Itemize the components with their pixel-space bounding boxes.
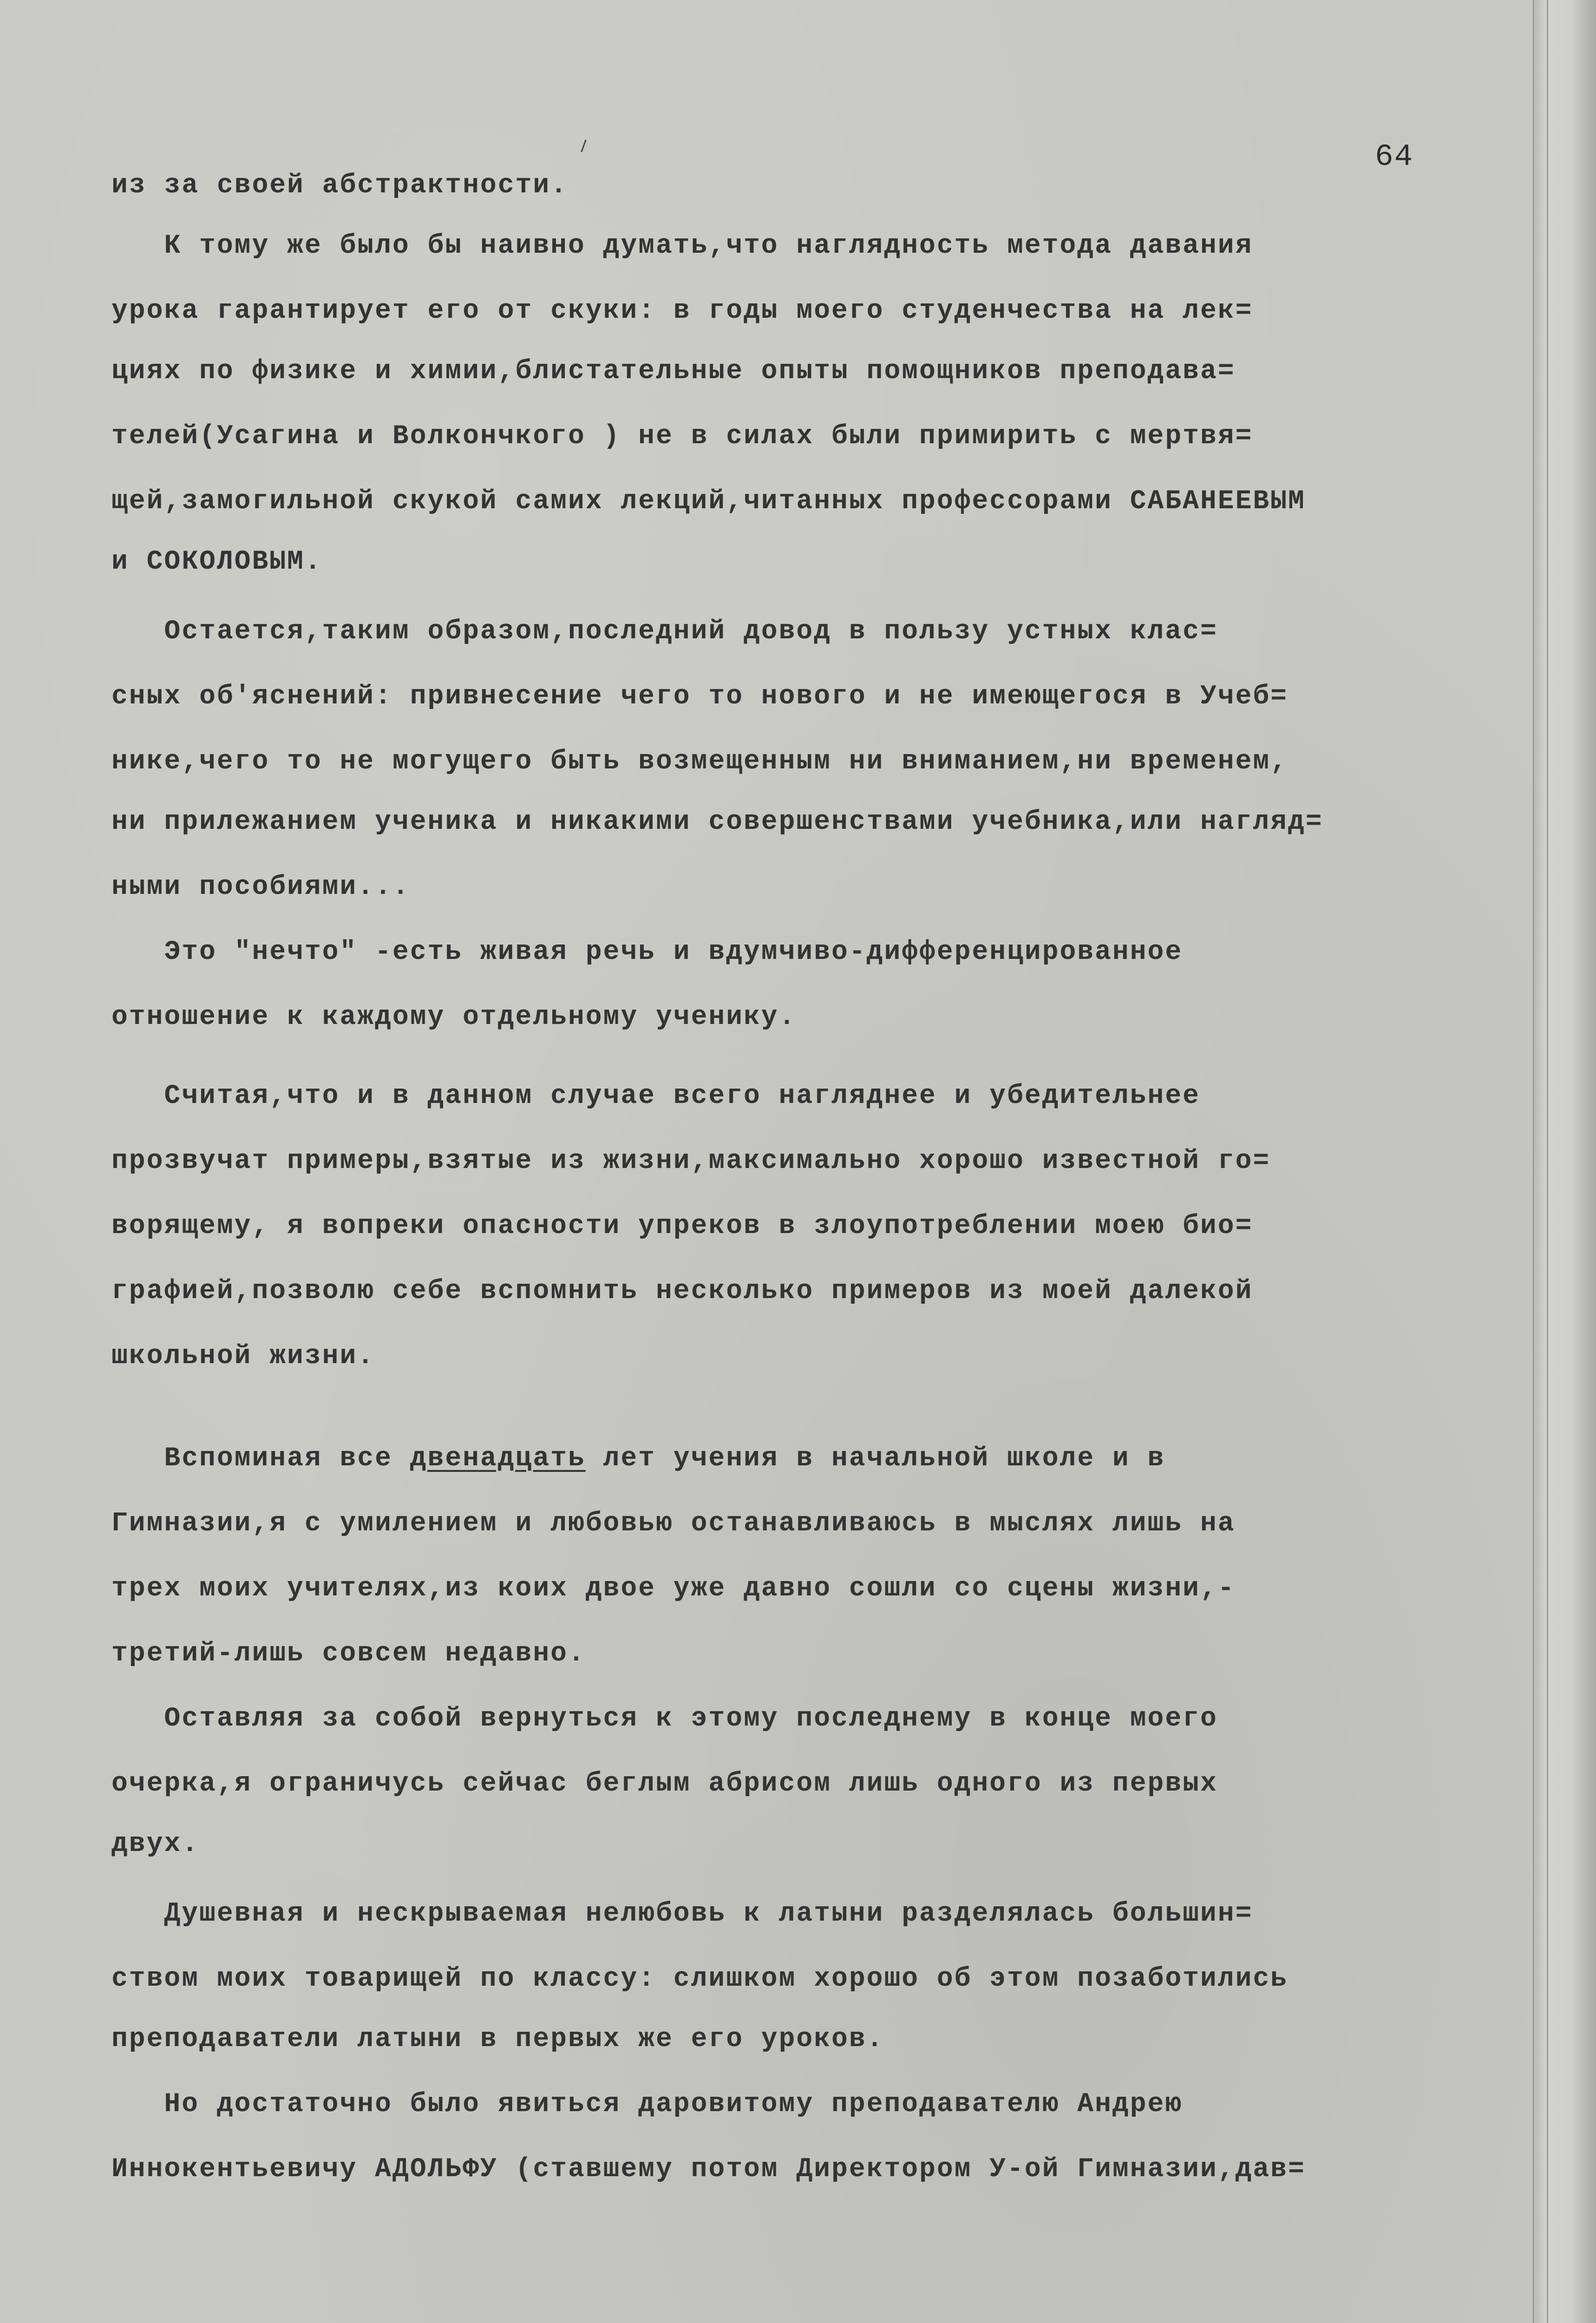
- text-line: отношение к каждому отдельному ученику.: [111, 1002, 797, 1032]
- text-line: циях по физике и химии,блистательные опыты помощников преподава=: [111, 356, 1236, 387]
- text-line: ни прилежанием ученика и никакими совершенствами учебника,или нагляд=: [111, 807, 1323, 837]
- text-line: Считая,что и в данном случае всего нагляднее и убедительнее: [111, 1081, 1200, 1111]
- text-line: Гимназии,я с умилением и любовью останавливаюсь в мыслях лишь на: [111, 1509, 1236, 1539]
- text-line: очерка,я ограничусь сейчас беглым абрисом лишь одного из первых: [111, 1769, 1218, 1799]
- text-line: школьной жизни.: [111, 1341, 375, 1371]
- text-line: прозвучат примеры,взятые из жизни,максимально хорошо известной го=: [111, 1146, 1271, 1176]
- text-line: и СОКОЛОВЫМ.: [111, 547, 322, 577]
- text-line: ворящему, я вопреки опасности упреков в злоупотреблении моею био=: [111, 1211, 1253, 1241]
- text-line: Но достаточно было явиться даровитому преподавателю Андрею: [111, 2089, 1183, 2120]
- page-number: 64: [1375, 139, 1414, 174]
- text-line: урока гарантирует его от скуки: в годы моего студенчества на лек=: [111, 296, 1253, 326]
- text-line: Душевная и нескрываемая нелюбовь к латыни разделялась большин=: [111, 1899, 1253, 1929]
- text-line: преподаватели латыни в первых же его уроков.: [111, 2024, 884, 2054]
- text-line: Это "нечто" -есть живая речь и вдумчиво-дифференцированное: [111, 937, 1183, 967]
- text-line: ством моих товарищей по классу: слишком хорошо об этом позаботились: [111, 1964, 1288, 1994]
- underlined-word: двенадцать: [410, 1444, 586, 1474]
- text-segment: Вспоминая все: [111, 1444, 410, 1474]
- text-line: ными пособиями...: [111, 872, 410, 902]
- text-line: из за своей абстрактности.: [111, 171, 568, 201]
- text-line: трех моих учителях,из коих двое уже давно сошли со сцены жизни,-: [111, 1574, 1236, 1604]
- text-line: К тому же было бы наивно думать,что наглядность метода давания: [111, 231, 1253, 261]
- text-line: Остается,таким образом,последний довод в пользу устных клас=: [111, 617, 1218, 647]
- text-line: сных об'яснений: привнесение чего то нового и не имеющегося в Учеб=: [111, 682, 1288, 712]
- text-line: Иннокентьевичу АДОЛЬФУ (ставшему потом Директором У-ой Гимназии,дав=: [111, 2154, 1306, 2185]
- text-line: нике,чего то не могущего быть возмещенным ни вниманием,ни временем,: [111, 747, 1288, 777]
- text-line: двух.: [111, 1829, 200, 1859]
- pen-mark: [581, 139, 586, 152]
- text-line: телей(Усагина и Волкончкого ) не в силах были примирить с мертвя=: [111, 421, 1253, 452]
- text-line: [111, 1440, 1165, 1477]
- page-edge-line: [1547, 0, 1548, 2323]
- text-line: щей,замогильной скукой самих лекций,читанных профессорами САБАНЕЕВЫМ: [111, 486, 1306, 517]
- text-line: Оставляя за собой вернуться к этому последнему в конце моего: [111, 1704, 1218, 1734]
- text-segment: лет учения в начальной школе и в: [585, 1444, 1165, 1474]
- page-stack-edge: [1533, 0, 1596, 2323]
- text-line: графией,позволю себе вспомнить несколько примеров из моей далекой: [111, 1276, 1253, 1306]
- text-line: третий-лишь совсем недавно.: [111, 1639, 586, 1669]
